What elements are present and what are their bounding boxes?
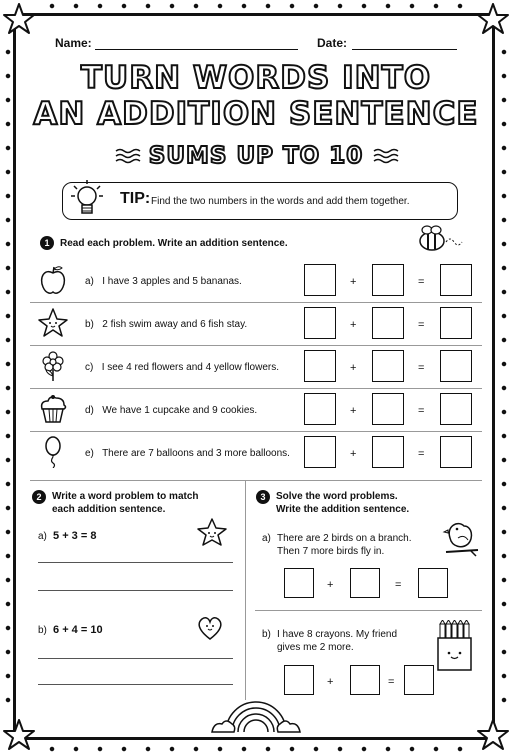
answer-box[interactable]	[304, 264, 336, 296]
equals-sign: =	[418, 276, 425, 288]
answer-box[interactable]	[372, 307, 404, 339]
answer-box[interactable]	[440, 350, 472, 382]
bird-icon	[440, 514, 482, 558]
writing-line[interactable]	[38, 684, 233, 685]
row-divider	[255, 610, 482, 611]
crayon-box-icon	[434, 620, 474, 672]
subtitle: SUMS UP TO 10	[148, 143, 364, 169]
lightbulb-icon	[70, 178, 104, 222]
answer-box[interactable]	[440, 393, 472, 425]
column-divider	[245, 480, 246, 700]
star-icon	[476, 718, 510, 752]
plus-sign: +	[327, 676, 334, 688]
equation-a: a) 5 + 3 = 8	[38, 530, 97, 542]
plus-sign: +	[350, 448, 357, 460]
plus-sign: +	[350, 405, 357, 417]
answer-box[interactable]	[284, 665, 314, 695]
row-divider	[30, 302, 482, 303]
plus-sign: +	[350, 319, 357, 331]
name-field[interactable]	[95, 49, 298, 50]
row-divider	[30, 345, 482, 346]
problem-c: c) I see 4 red flowers and 4 yellow flowers.	[85, 362, 279, 373]
apple-icon	[38, 264, 68, 296]
balloon-icon	[38, 436, 68, 468]
equals-sign: =	[418, 319, 425, 331]
writing-line[interactable]	[38, 590, 233, 591]
writing-line[interactable]	[38, 658, 233, 659]
right-dot-border	[501, 40, 507, 710]
star-icon	[196, 516, 228, 548]
bottom-dot-border	[40, 746, 470, 752]
answer-box[interactable]	[372, 393, 404, 425]
heart-icon	[196, 615, 224, 641]
star-icon	[476, 2, 510, 36]
tip-label: TIP:	[120, 190, 151, 207]
star-icon	[2, 2, 36, 36]
answer-box[interactable]	[418, 568, 448, 598]
problem-b: b) 2 fish swim away and 6 fish stay.	[85, 319, 248, 330]
section-1-number: 1	[40, 236, 54, 250]
section-3-title: Solve the word problems. Write the addition sentence.	[276, 491, 410, 515]
left-dot-border	[5, 40, 11, 710]
wavy-lines-icon	[368, 148, 402, 164]
answer-box[interactable]	[304, 350, 336, 382]
problem-a: a) I have 3 apples and 5 bananas.	[85, 276, 242, 287]
answer-box[interactable]	[350, 568, 380, 598]
problem-e: e) There are 7 balloons and 3 more balloons.	[85, 448, 290, 459]
answer-box[interactable]	[440, 264, 472, 296]
star-icon	[2, 718, 36, 752]
title-line-1: TURN WORDS INTO	[80, 60, 432, 96]
starfish-icon	[38, 307, 68, 339]
word-problem-b: I have 8 crayons. My friend gives me 2 more.	[277, 629, 398, 653]
answer-box[interactable]	[304, 393, 336, 425]
problem-d: d) We have 1 cupcake and 9 cookies.	[85, 405, 258, 416]
date-label: Date:	[317, 36, 348, 50]
answer-box[interactable]	[372, 350, 404, 382]
title-line-2: AN ADDITION SENTENCE	[33, 96, 479, 132]
answer-box[interactable]	[440, 436, 472, 468]
equals-sign: =	[395, 579, 402, 591]
plus-sign: +	[350, 362, 357, 374]
plus-sign: +	[327, 579, 334, 591]
answer-box[interactable]	[372, 436, 404, 468]
section-2-title: Write a word problem to match each addition sentence.	[52, 491, 199, 515]
answer-box[interactable]	[284, 568, 314, 598]
cupcake-icon	[38, 393, 68, 425]
answer-box[interactable]	[372, 264, 404, 296]
section-2-number: 2	[32, 490, 46, 504]
top-dot-border	[40, 3, 470, 9]
bee-icon	[412, 224, 464, 254]
answer-box[interactable]	[350, 665, 380, 695]
equation-b: b) 6 + 4 = 10	[38, 624, 103, 636]
equals-sign: =	[418, 362, 425, 374]
equals-sign: =	[418, 405, 425, 417]
word-problem-a-letter: a)	[262, 533, 271, 544]
answer-box[interactable]	[404, 665, 434, 695]
row-divider	[30, 431, 482, 432]
word-problem-b-letter: b)	[262, 629, 271, 640]
rainbow-icon	[210, 692, 302, 738]
word-problem-a: There are 2 birds on a branch. Then 7 more birds fly in.	[277, 533, 412, 557]
date-field[interactable]	[352, 49, 457, 50]
section-divider	[30, 480, 482, 481]
answer-box[interactable]	[440, 307, 472, 339]
writing-line[interactable]	[38, 562, 233, 563]
tip-text: Find the two numbers in the words and add them together.	[151, 196, 410, 207]
section-3-number: 3	[256, 490, 270, 504]
answer-box[interactable]	[304, 436, 336, 468]
wavy-lines-icon	[114, 148, 148, 164]
name-label: Name:	[55, 36, 92, 50]
flower-icon	[38, 350, 68, 382]
equals-sign: =	[388, 676, 395, 688]
section-1-title: Read each problem. Write an addition sentence.	[60, 238, 288, 249]
row-divider	[30, 388, 482, 389]
answer-box[interactable]	[304, 307, 336, 339]
equals-sign: =	[418, 448, 425, 460]
plus-sign: +	[350, 276, 357, 288]
